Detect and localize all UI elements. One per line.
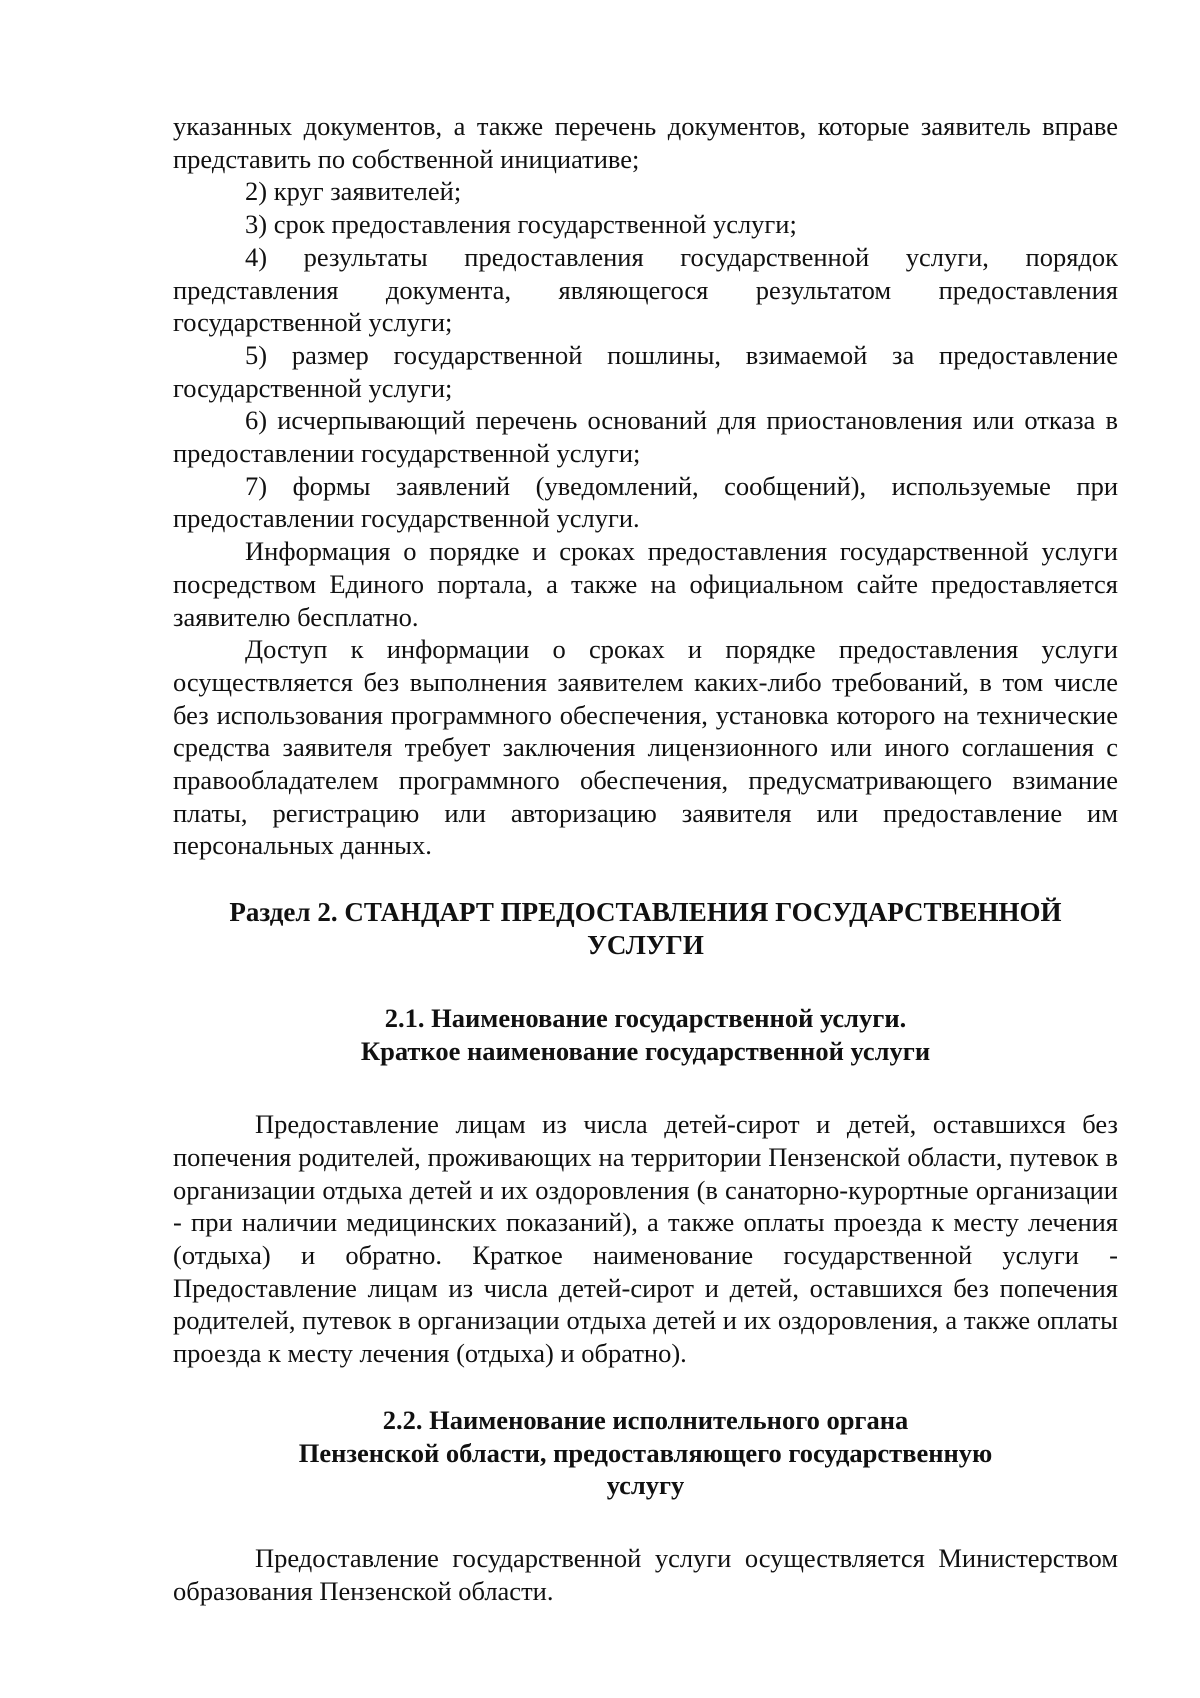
list-item: 5) размер государственной пошлины, взимаемой за предоставление государственной услуги; — [173, 339, 1118, 403]
subsection-2-2-title-line1: 2.2. Наименование исполнительного органа — [382, 1404, 909, 1435]
subsection-2-1-title-line2: Краткое наименование государственной услуги — [360, 1036, 931, 1067]
access-paragraph: Доступ к информации о сроках и порядке предоставления услуги осуществляется без выполнения заявителем каких-либо требований, в том числе без использования программного обеспечения, установка которого на технические средства заявителя требует заключения лицензионного или иного соглашения с правообладателем программного обеспечения, предусматривающего взимание платы, регистрацию или авторизацию заявителя или предоставление им персональных данных. — [173, 634, 1118, 861]
info-paragraph: Информация о порядке и сроках предоставления государственной услуги посредством Единого портала, а также на официальном сайте предоставляется заявителю бесплатно. — [173, 536, 1118, 632]
document-page — [173, 110, 1118, 1607]
subsection-2-1-title-line1: 2.1. Наименование государственной услуги. — [384, 1003, 907, 1034]
section-2-heading — [173, 896, 1118, 962]
continuation-paragraph: указанных документов, а также перечень документов, которые заявитель вправе представить по собственной инициативе; — [173, 111, 1118, 174]
list-item: 6) исчерпывающий перечень оснований для приостановления или отказа в предоставлении государственной услуги; — [173, 405, 1118, 469]
list-item: 3) срок предоставления государственной услуги; — [245, 209, 797, 240]
list-item: 4) результаты предоставления государственной услуги, порядок представления документа, являющегося результатом предоставления государственной услуги; — [173, 241, 1118, 338]
subsection-2-2-body: Предоставление государственной услуги осуществляется Министерством образования Пензенской области. — [173, 1542, 1118, 1606]
subsection-2-1-body: Предоставление лицам из числа детей-сирот и детей, оставшихся без попечения родителей, проживающих на территории Пензенской области, путевок в организации отдыха детей и их оздоровления (в санаторно-курортные организации - при наличии медицинских показаний), а также оплаты проезда к месту лечения (отдыха) и обратно. Краткое наименование государственной услуги - Предоставление лицам из числа детей-сирот и детей, оставшихся без попечения родителей, путевок в организации отдыха детей и их оздоровления, а также оплаты проезда к месту лечения (отдыха) и обратно). — [173, 1109, 1118, 1369]
subsection-2-1-heading — [173, 1002, 1118, 1068]
list-item: 7) формы заявлений (уведомлений, сообщений), используемые при предоставлении государственной услуги. — [173, 470, 1118, 534]
section-2-title-line1: Раздел 2. СТАНДАРТ ПРЕДОСТАВЛЕНИЯ ГОСУДАРСТВЕННОЙ — [229, 897, 1062, 928]
subsection-2-2-title-line2: Пензенской области, предоставляющего государственную — [298, 1437, 993, 1468]
list-item: 2) круг заявителей; — [245, 176, 462, 207]
subsection-2-2-heading — [173, 1404, 1118, 1502]
subsection-2-2-title-line3: услугу — [606, 1470, 685, 1501]
section-2-title-line2: УСЛУГИ — [587, 930, 704, 961]
